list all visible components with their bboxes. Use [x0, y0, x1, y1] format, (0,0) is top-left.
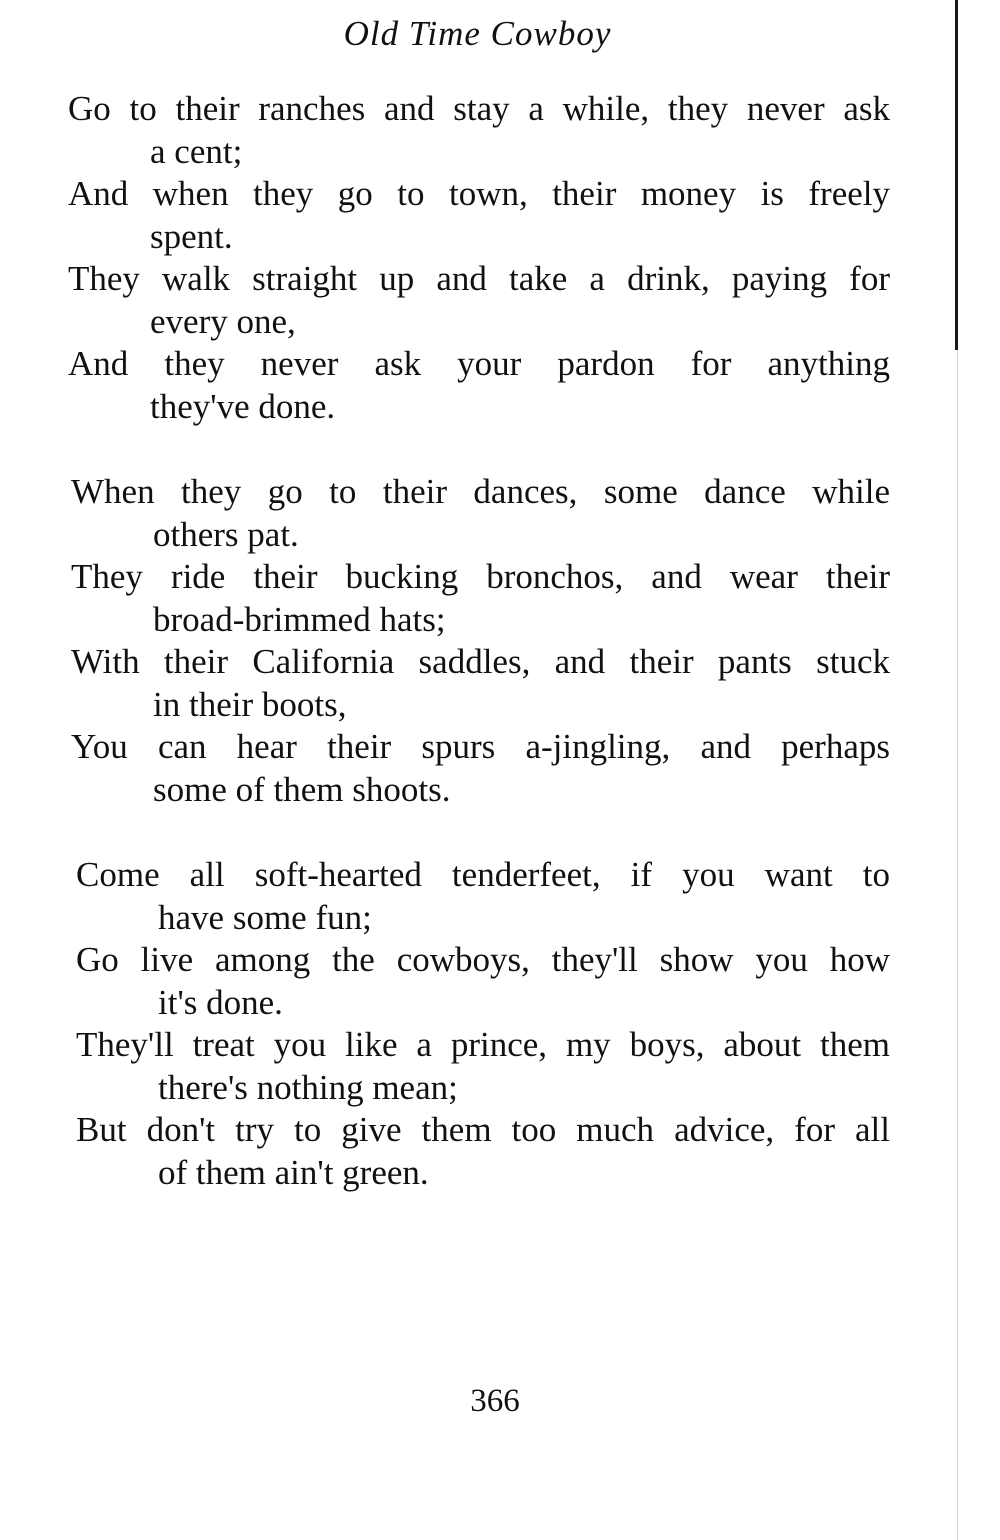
verse-continuation: others pat. — [153, 514, 299, 554]
verse-line: They walk straight up and take a drink, paying for — [68, 259, 890, 298]
verse-continuation: it's done. — [158, 982, 283, 1022]
page-edge-line — [955, 0, 958, 350]
verse-continuation: have some fun; — [158, 897, 372, 937]
stanza-1 — [68, 88, 890, 428]
verse-line: You can hear their spurs a-jingling, and perhaps — [71, 727, 890, 766]
verse-continuation: in their boots, — [153, 684, 347, 724]
page-number: 366 — [470, 1383, 520, 1419]
verse-continuation: broad-brimmed hats; — [153, 599, 446, 639]
verse-line: Go live among the cowboys, they'll show you how — [76, 940, 890, 979]
verse-line: And when they go to town, their money is freely — [68, 174, 890, 213]
stanza-2 — [68, 471, 890, 811]
verse-line: But don't try to give them too much advice, for all — [76, 1110, 890, 1149]
verse-line: They ride their bucking bronchos, and wear their — [71, 557, 890, 596]
running-head: Old Time Cowboy — [343, 14, 612, 53]
verse-continuation: of them ain't green. — [158, 1152, 429, 1192]
verse-continuation: a cent; — [150, 131, 243, 171]
verse-continuation: they've done. — [150, 386, 336, 426]
verse-line: With their California saddles, and their pants stuck — [71, 642, 890, 681]
verse-line: And they never ask your pardon for anything — [68, 344, 890, 383]
verse-line: When they go to their dances, some dance while — [71, 472, 890, 511]
stanza-3 — [68, 854, 890, 1194]
verse-line: Come all soft-hearted tenderfeet, if you want to — [76, 855, 890, 894]
verse-continuation: there's nothing mean; — [158, 1067, 458, 1107]
verse-continuation: some of them shoots. — [153, 769, 451, 809]
verse-line: They'll treat you like a prince, my boys, about them — [76, 1025, 890, 1064]
page-edge-line-faint — [957, 350, 958, 1540]
verse-continuation: spent. — [150, 216, 233, 256]
poem-body — [68, 88, 890, 1237]
verse-continuation: every one, — [150, 301, 296, 341]
verse-line: Go to their ranches and stay a while, they never ask — [68, 89, 890, 128]
